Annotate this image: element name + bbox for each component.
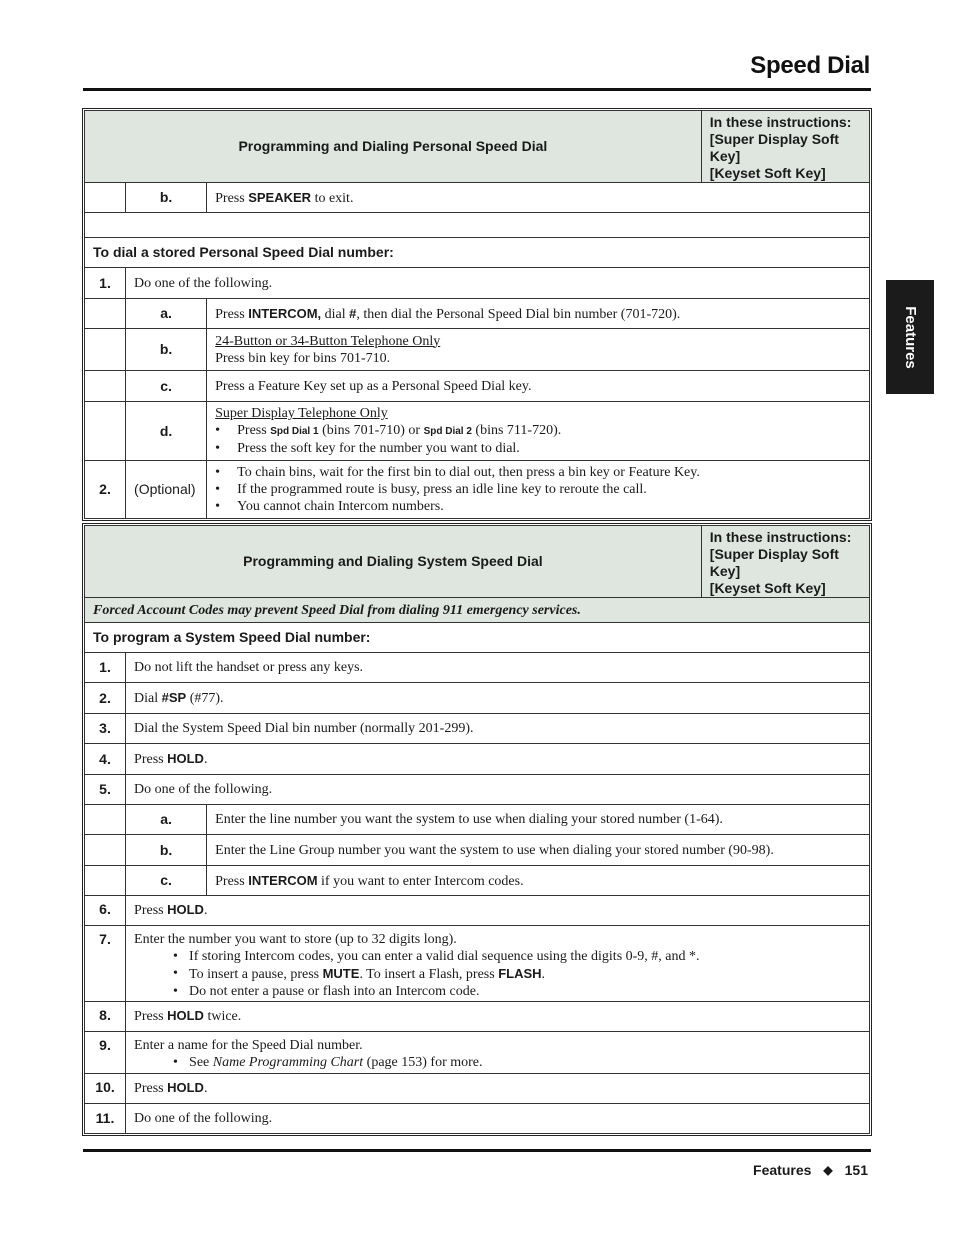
side-tab-label: Features (901, 305, 919, 369)
table-header (85, 526, 870, 598)
warning-row (85, 598, 870, 623)
step-text: Press SPEAKER to exit. (207, 183, 870, 213)
table-row (85, 1104, 870, 1134)
section-heading: To dial a stored Personal Speed Dial number: (85, 238, 870, 268)
step-text: Do one of the following. (126, 268, 870, 299)
optional-label: (Optional) (126, 461, 207, 519)
system-speed-dial-table (84, 525, 870, 1134)
footer-section: Features (753, 1162, 812, 1178)
step-text: Press HOLD twice. (126, 1002, 870, 1032)
step-text: 24-Button or 34-Button Telephone Only Press bin key for bins 701-710. (207, 329, 870, 371)
table-row (85, 183, 870, 213)
table-row (85, 371, 870, 402)
section-row (85, 623, 870, 653)
section-heading: To program a System Speed Dial number: (85, 623, 870, 653)
page-number: 151 (844, 1162, 868, 1178)
footer-rule (83, 1149, 871, 1152)
step-number: 9. (85, 1032, 126, 1074)
table-title: Programming and Dialing System Speed Dial (85, 526, 702, 598)
step-number: 2. (85, 683, 126, 714)
step-text: Enter the number you want to store (up to 32 digits long). • If storing Intercom codes, you can enter a valid dial sequence using the digits 0-9, #, and *. • To insert a pause, press MUTE. To insert a Flash, press FLASH. • Do not enter a pause or flash into an Intercom code. (126, 926, 870, 1002)
table-row (85, 1002, 870, 1032)
step-text: Press a Feature Key set up as a Personal Speed Dial key. (207, 371, 870, 402)
step-text: Do one of the following. (126, 1104, 870, 1134)
table-row (85, 775, 870, 805)
page-title: Speed Dial (750, 52, 870, 79)
step-text: Press HOLD. (126, 1074, 870, 1104)
step-number: 11. (85, 1104, 126, 1134)
step-text: Press INTERCOM, dial #, then dial the Personal Speed Dial bin number (701-720). (207, 299, 870, 329)
table-header (85, 111, 870, 183)
table-row (85, 683, 870, 714)
table-row (85, 744, 870, 775)
instructions-note: In these instructions: [Super Display Soft Key] [Keyset Soft Key] (701, 111, 869, 183)
table-row (85, 402, 870, 461)
header-rule (83, 88, 871, 91)
table-row (85, 896, 870, 926)
step-label: b. (126, 329, 207, 371)
step-number: 5. (85, 775, 126, 805)
table-row (85, 714, 870, 744)
table-title: Programming and Dialing Personal Speed Dial (85, 111, 702, 183)
step-text: Dial #SP (#77). (126, 683, 870, 714)
step-label: a. (126, 299, 207, 329)
step-number: 8. (85, 1002, 126, 1032)
step-text: Press HOLD. (126, 744, 870, 775)
table-row (85, 926, 870, 1002)
step-text: Dial the System Speed Dial bin number (normally 201-299). (126, 714, 870, 744)
section-row (85, 238, 870, 268)
table-row (85, 299, 870, 329)
step-text: Press HOLD. (126, 896, 870, 926)
side-tab-features[interactable] (886, 280, 934, 394)
step-label: a. (126, 805, 207, 835)
step-text: Enter the Line Group number you want the system to use when dialing your stored number (90-98). (207, 835, 870, 866)
warning-text: Forced Account Codes may prevent Speed Dial from dialing 911 emergency services. (85, 598, 870, 623)
table-row (85, 805, 870, 835)
step-number: 6. (85, 896, 126, 926)
table-row (85, 835, 870, 866)
step-text: Super Display Telephone Only • Press Spd Dial 1 (bins 701-710) or Spd Dial 2 (bins 711-720). • Press the soft key for the number you want to dial. (207, 402, 870, 461)
step-label: b. (126, 183, 207, 213)
table-row (85, 329, 870, 371)
spacer-row (85, 213, 870, 238)
step-number: 3. (85, 714, 126, 744)
step-text: • To chain bins, wait for the first bin to dial out, then press a bin key or Feature Key. • If the programmed route is busy, press an idle line key to reroute the call. • You cannot chain Intercom numbers. (207, 461, 870, 519)
step-number: 2. (85, 461, 126, 519)
page-footer (753, 1162, 868, 1178)
table-row (85, 866, 870, 896)
step-text: Enter a name for the Speed Dial number. • See Name Programming Chart (page 153) for more. (126, 1032, 870, 1074)
instructions-note: In these instructions: [Super Display Soft Key] [Keyset Soft Key] (701, 526, 869, 598)
step-number: 10. (85, 1074, 126, 1104)
personal-speed-dial-table (84, 110, 870, 519)
step-text: Enter the line number you want the system to use when dialing your stored number (1-64). (207, 805, 870, 835)
step-text: Do one of the following. (126, 775, 870, 805)
table-row (85, 653, 870, 683)
step-number: 1. (85, 653, 126, 683)
step-label: c. (126, 866, 207, 896)
table-row (85, 461, 870, 519)
step-text: Press INTERCOM if you want to enter Intercom codes. (207, 866, 870, 896)
step-number: 4. (85, 744, 126, 775)
table-row (85, 268, 870, 299)
step-label: d. (126, 402, 207, 461)
step-label: b. (126, 835, 207, 866)
table-row (85, 1032, 870, 1074)
step-number: 1. (85, 268, 126, 299)
step-text: Do not lift the handset or press any keys. (126, 653, 870, 683)
step-number: 7. (85, 926, 126, 1002)
diamond-icon: ◆ (823, 1163, 833, 1177)
table-row (85, 1074, 870, 1104)
step-label: c. (126, 371, 207, 402)
